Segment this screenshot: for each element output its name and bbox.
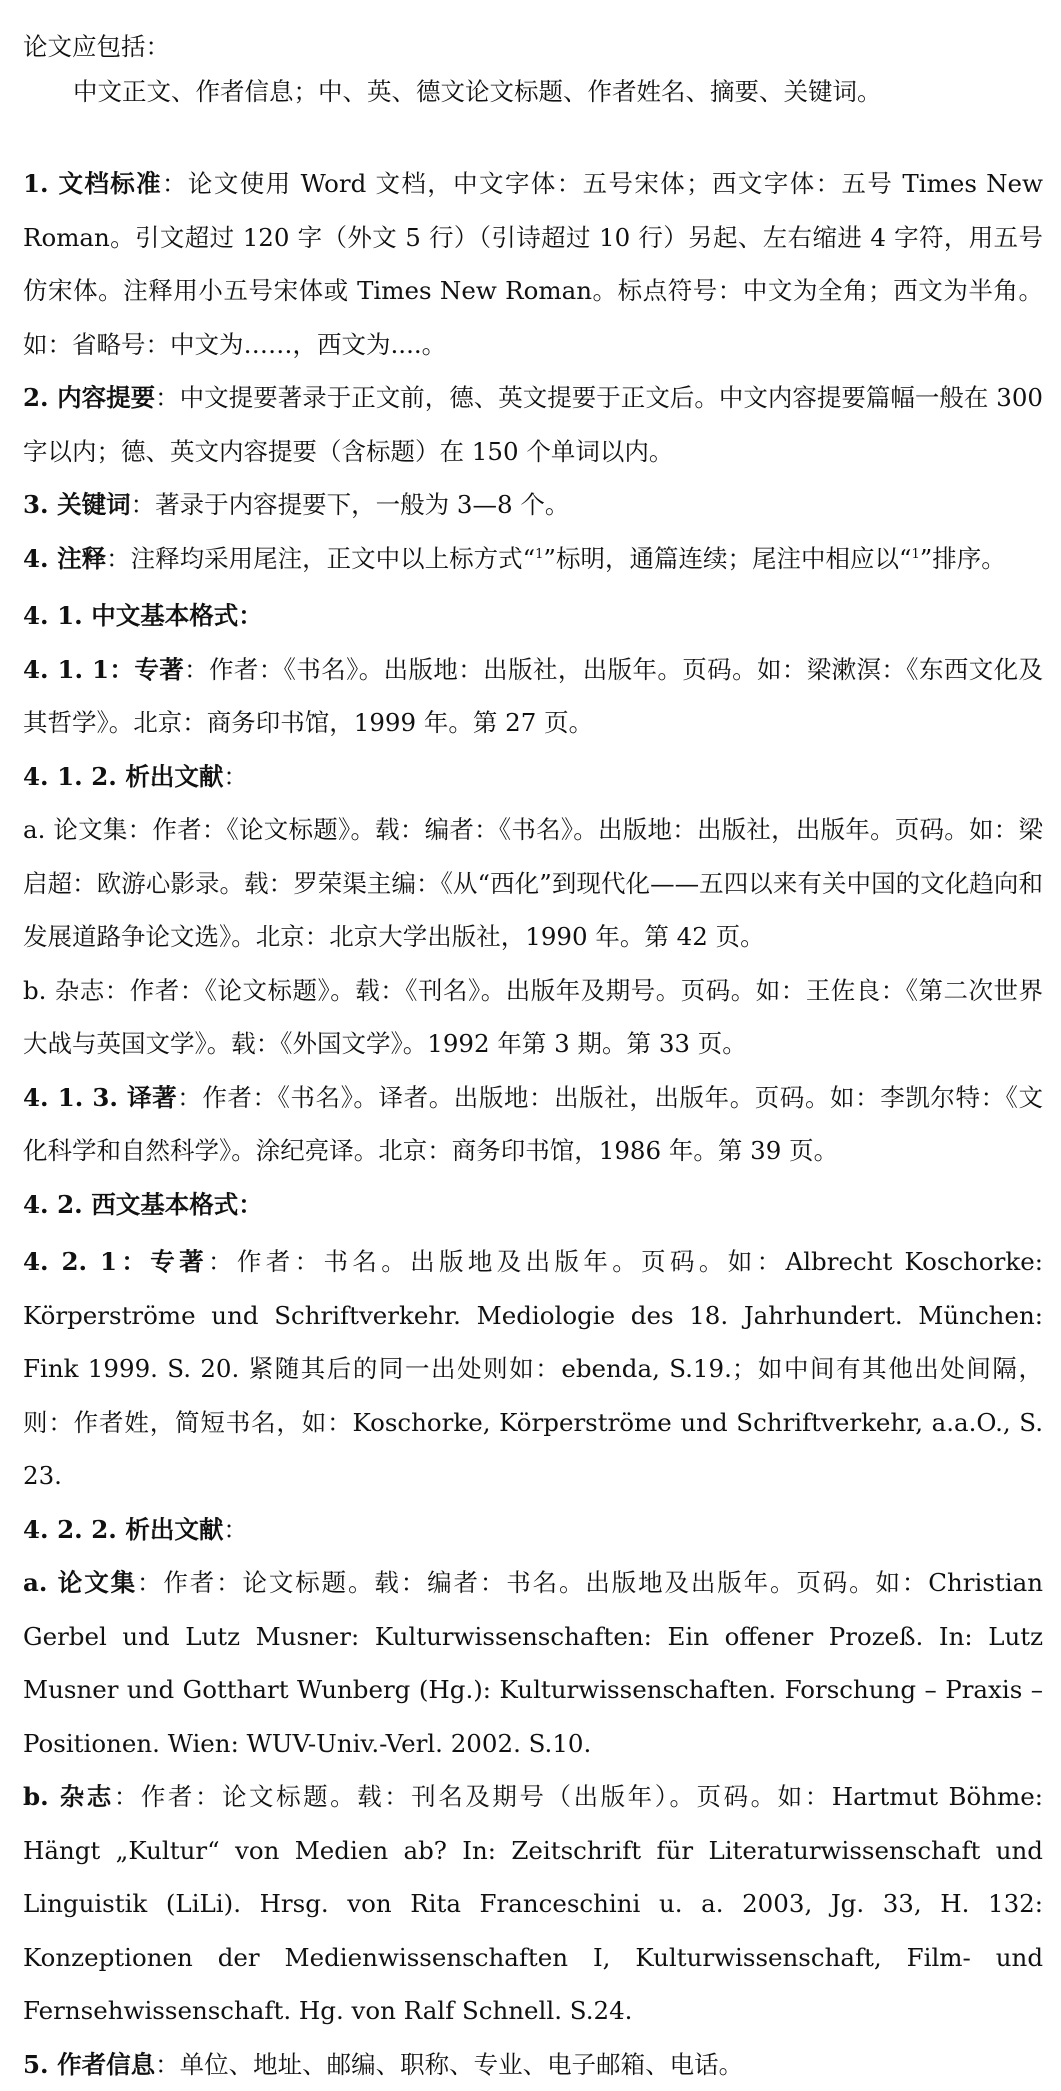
section-4-2-2-b-text: ：作者：论文标题。载：刊名及期号（出版年）。页码。如：Hartmut Böhme: Hängt „Kultur“ von Medien ab? In: Zeitschrift für Literaturwissenschaft und Linguistik (LiLi). Hrsg. von Rita Franceschini u. a. 2003, Jg. 33, H. 132: Konzeptionen der Medienwissenschaften I, Kulturwissenschaft, Film- und Fernsehwissenschaft. Hg. von Ralf Schnell. S.24. [23, 1782, 1043, 2025]
section-2-label: 2. 内容提要 [23, 383, 155, 412]
section-4-2-heading: 4. 2. 西文基本格式： [23, 1178, 1043, 1232]
section-4-2-2-a-text: ：作者：论文标题。载：编者：书名。出版地及出版年。页码。如：Christian Gerbel und Lutz Musner: Kulturwissenschaften: Ein offener Prozeß. In: Lutz Musner und Gotthart Wunberg (Hg.): Kulturwissenschaften. Forschung – Praxis – Positionen. Wien: WUV-Univ.-Verl. 2002. S.10. [23, 1568, 1043, 1758]
section-4-2-1-label: 4. 2. 1：专著 [23, 1247, 208, 1276]
section-4-1-heading: 4. 1. 中文基本格式： [23, 589, 1043, 643]
section-1-document-standard [23, 157, 1043, 371]
section-4-1-2-a-anthology: a. 论文集：作者：《论文标题》。载：编者：《书名》。出版地：出版社，出版年。页码。如：梁启超：欧游心影录。载：罗荣渠主编：《从“西化”到现代化——五四以来有关中国的文化趋向和发展道路争论文选》。北京：北京大学出版社，1990 年。第 42 页。 [23, 803, 1043, 964]
section-4-2-1-monograph [23, 1235, 1043, 1503]
section-5-text: ：单位、地址、邮编、职称、专业、电子邮箱、电话。 [155, 2050, 743, 2079]
section-4-2-1-text: ：作者：书名。出版地及出版年。页码。如：Albrecht Koschorke: Körperströme und Schriftverkehr. Mediologie des 18. Jahrhundert. München: Fink 1999. S. 20. 紧随其后的同一出处则如：ebenda, S.19.；如中间有其他出处间隔，则：作者姓，简短书名，如：Koschorke, Körperströme und Schriftverkehr, a.a.O., S. 23. [23, 1247, 1043, 1490]
section-1-label: 1. 文档标准 [23, 169, 162, 198]
section-3-text: ：著录于内容提要下，一般为 3—8 个。 [131, 490, 570, 519]
superscript-marker: 1 [911, 546, 919, 561]
section-4-text-a: ：注释均采用尾注，正文中以上标方式“ [106, 544, 535, 573]
section-3-label: 3. 关键词 [23, 490, 131, 519]
intro-heading: 论文应包括： [23, 24, 1043, 69]
section-4-2-2-b-label: b. 杂志 [23, 1782, 114, 1811]
section-4-1-1-monograph [23, 643, 1043, 750]
intro-body: 中文正文、作者信息；中、英、德文论文标题、作者姓名、摘要、关键词。 [23, 69, 1043, 114]
section-4-1-2-b-journal: b. 杂志：作者：《论文标题》。载：《刊名》。出版年及期号。页码。如：王佐良：《第二次世界大战与英国文学》。载：《外国文学》。1992 年第 3 期。第 33 页。 [23, 964, 1043, 1071]
section-4-2-2-b-journal [23, 1770, 1043, 2038]
section-5-author-info [23, 2038, 1043, 2091]
section-4-2-2-a-label: a. 论文集 [23, 1568, 137, 1597]
section-4-2-2-a-anthology [23, 1556, 1043, 1770]
section-1-text: ：论文使用 Word 文档，中文字体：五号宋体；西文字体：五号 Times New Roman。引文超过 120 字（外文 5 行）（引诗超过 10 行）另起、左右缩进 4 字符，用五号仿宋体。注释用小五号宋体或 Times New Roman。标点符号：中文为全角；西文为半角。如：省略号：中文为……，西文为....。 [23, 169, 1043, 359]
section-4-2-2-heading [23, 1503, 1043, 1557]
section-4-1-3-text: ：作者：《书名》。译者。出版地：出版社，出版年。页码。如：李凯尔特：《文化科学和自然科学》。涂纪亮译。北京：商务印书馆，1986 年。第 39 页。 [23, 1083, 1043, 1166]
section-4-1-3-translation [23, 1071, 1043, 1178]
section-4-2-2-label: 4. 2. 2. 析出文献 [23, 1515, 223, 1544]
superscript-marker: 1 [535, 546, 543, 561]
section-5-label: 5. 作者信息 [23, 2050, 155, 2079]
section-2-text: ：中文提要著录于正文前，德、英文提要于正文后。中文内容提要篇幅一般在 300 字以内；德、英文内容提要（含标题）在 150 个单词以内。 [23, 383, 1043, 466]
section-4-1-1-label: 4. 1. 1：专著 [23, 655, 184, 684]
section-3-keywords [23, 478, 1043, 532]
section-4-1-2-colon: ： [223, 762, 248, 791]
section-4-notes [23, 532, 1043, 586]
section-2-abstract [23, 371, 1043, 478]
section-4-1-1-text: ：作者：《书名》。出版地：出版社，出版年。页码。如：梁漱溟：《东西文化及其哲学》。北京：商务印书馆，1999 年。第 27 页。 [23, 655, 1043, 738]
section-4-1-3-label: 4. 1. 3. 译著 [23, 1083, 177, 1112]
spacer [23, 114, 1043, 157]
section-4-2-2-colon: ： [223, 1515, 248, 1544]
section-4-label: 4. 注释 [23, 544, 106, 573]
section-4-text-c: ”排序。 [920, 544, 1006, 573]
section-4-1-2-label: 4. 1. 2. 析出文献 [23, 762, 223, 791]
section-4-1-2-heading [23, 750, 1043, 804]
section-4-text-b: ”标明，通篇连续；尾注中相应以“ [543, 544, 911, 573]
